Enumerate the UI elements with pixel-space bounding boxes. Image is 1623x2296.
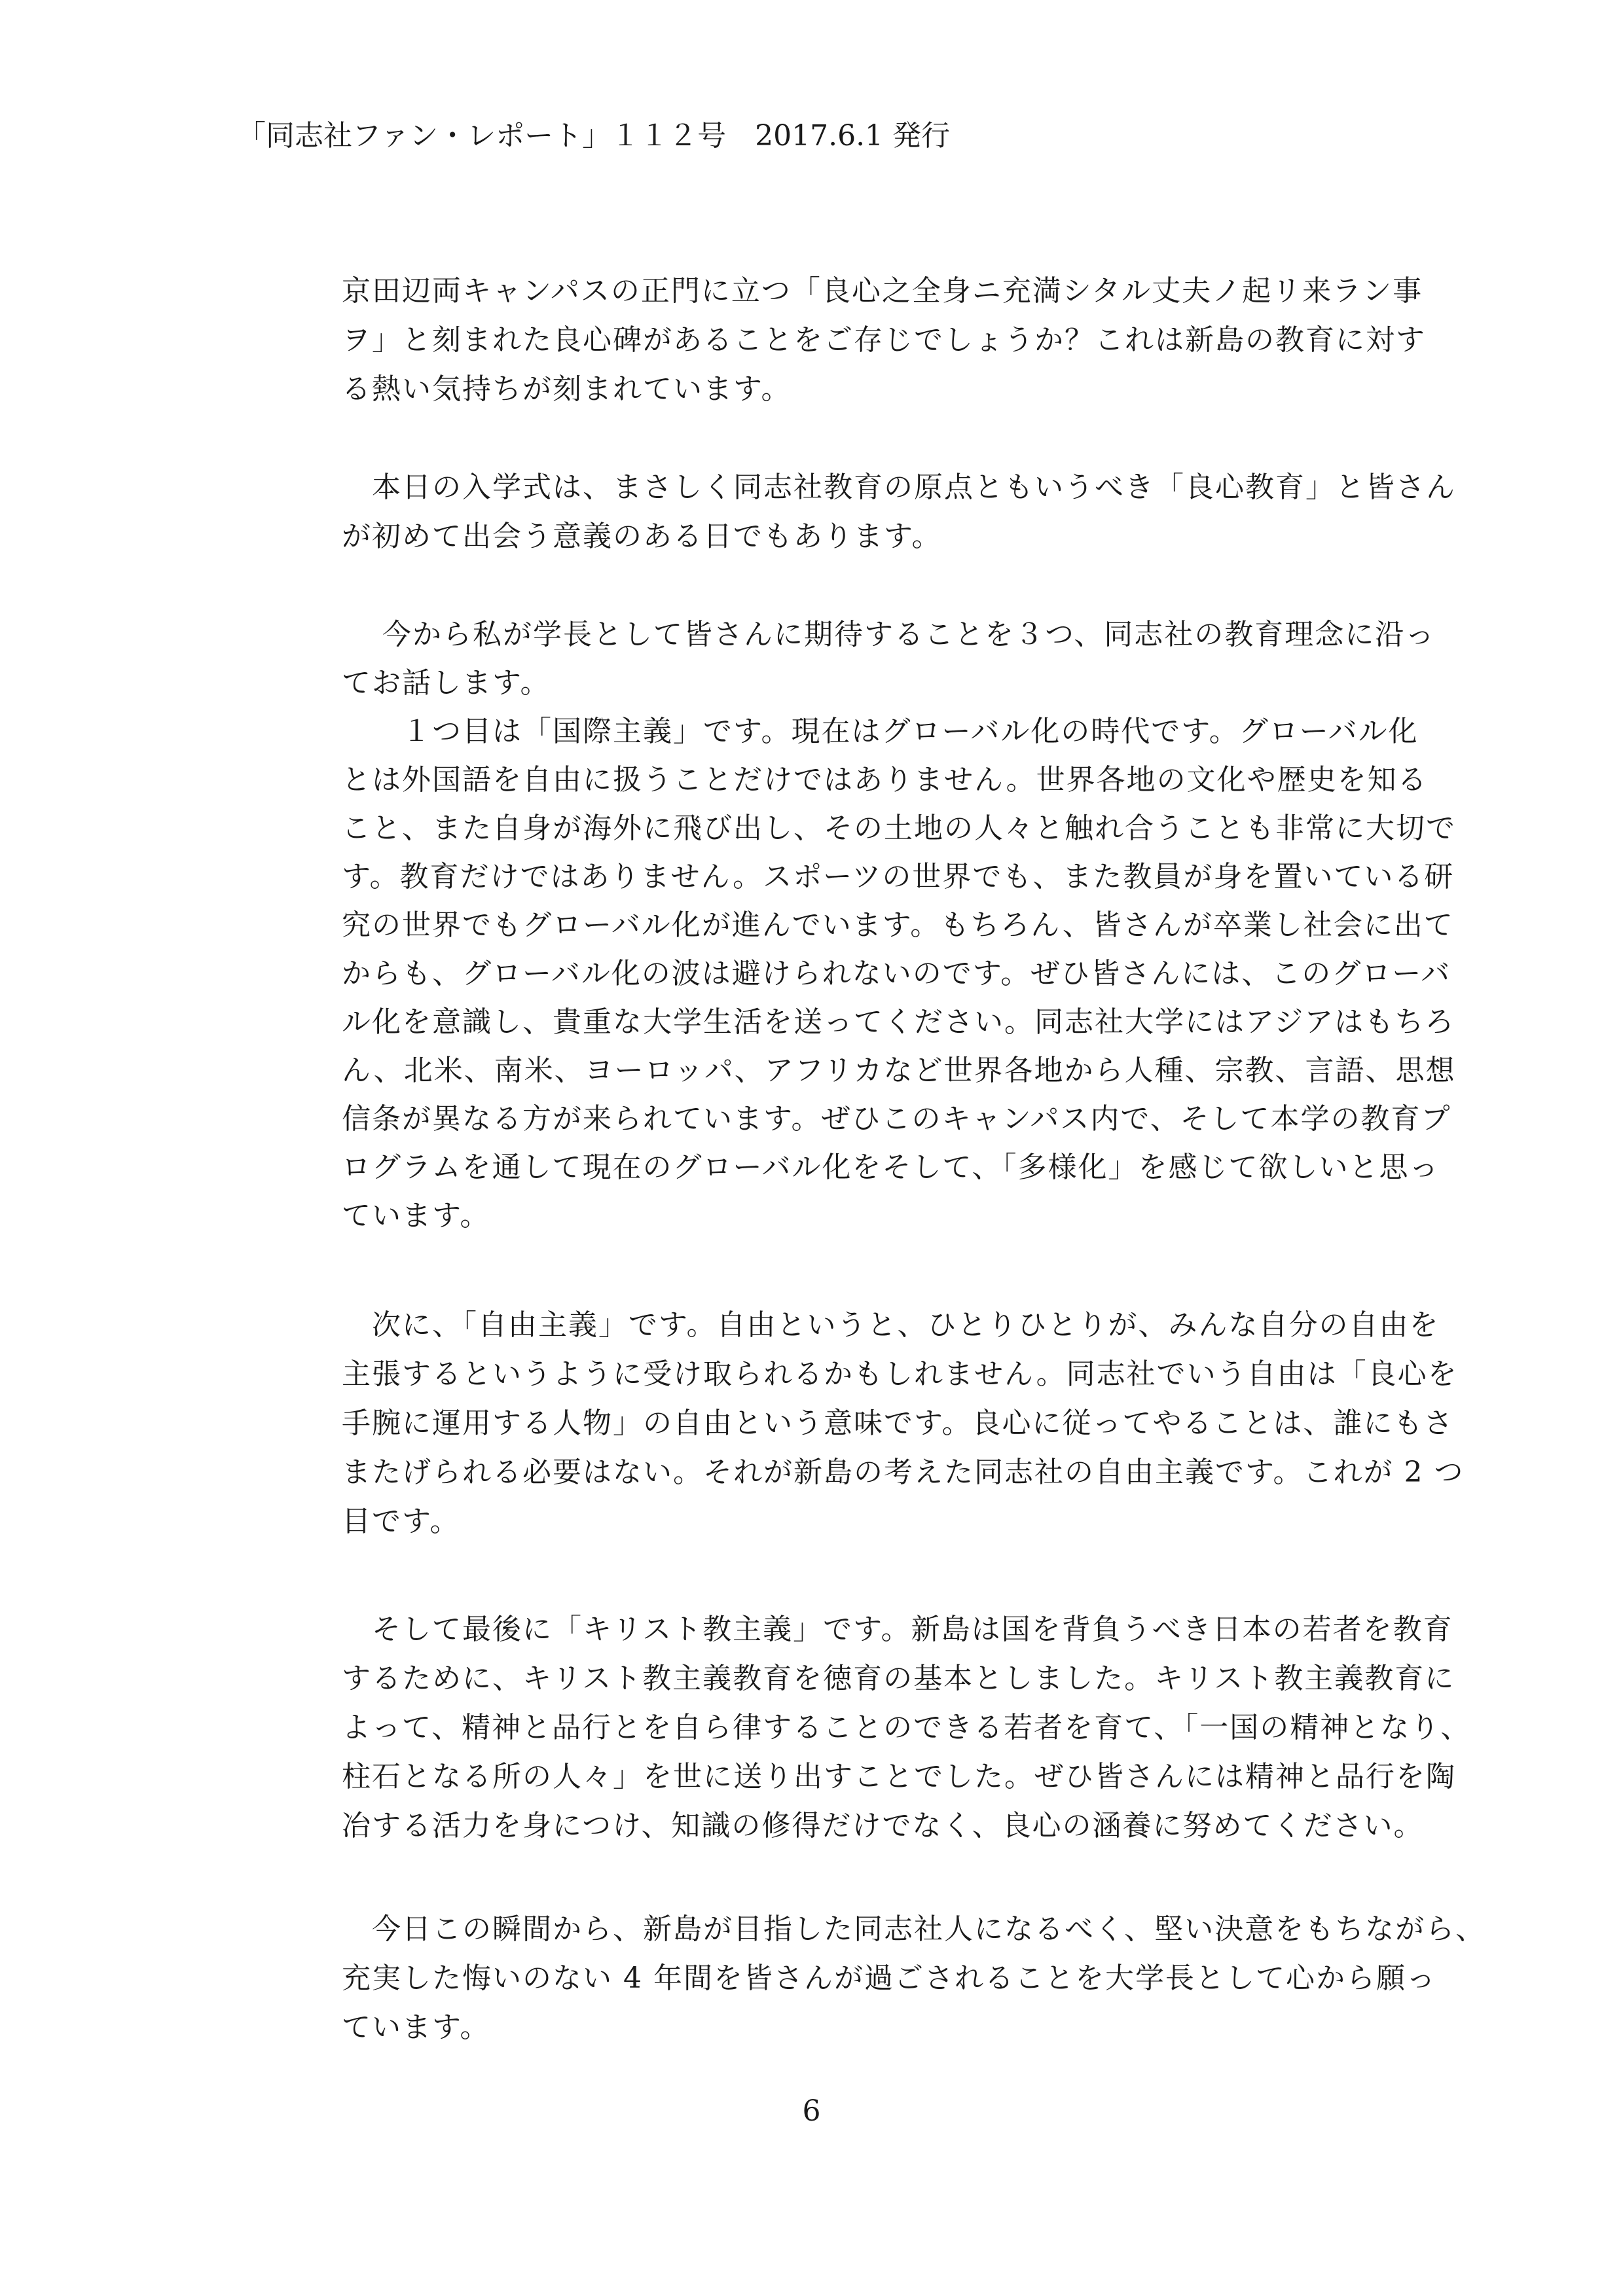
paragraph-4-line-3: こと、また自身が海外に飛び出し、その土地の人々と触れ合うことも非常に大切で — [342, 812, 1456, 845]
paragraph-6-line-2: するために、キリスト教主義教育を徳育の基本としました。キリスト教主義教育に — [342, 1662, 1455, 1695]
paragraph-4-line-1: １つ目は「国際主義」です。現在はグローバル化の時代です。グローバル化 — [342, 715, 1419, 748]
paragraph-4-line-9: 信条が異なる方が来られています。ぜひこのキャンパス内で、そして本学の教育プ — [342, 1102, 1451, 1136]
paragraph-4-line-11: ています。 — [342, 1199, 490, 1232]
paragraph-4-line-6: からも、グローバル化の波は避けられないのです。ぜひ皆さんには、このグローバ — [342, 957, 1451, 990]
page-header: 「同志社ファン・レポート」１１２号 2017.6.1 発行 — [237, 119, 951, 152]
paragraph-3-line-2: てお話します。 — [342, 666, 551, 700]
paragraph-6-line-1: そして最後に「キリスト教主義」です。新島は国を背負うべき日本の若者を教育 — [342, 1613, 1453, 1646]
paragraph-7-line-3: ています。 — [342, 2011, 490, 2044]
paragraph-1-line-1: 京田辺両キャンパスの正門に立つ「良心之全身ニ充満シタル丈夫ノ起リ来ラン事 — [342, 274, 1423, 308]
paragraph-5-line-5: 目です。 — [342, 1505, 460, 1538]
paragraph-4-line-7: ル化を意識し、貴重な大学生活を送ってください。同志社大学にはアジアはもちろ — [342, 1005, 1455, 1039]
paragraph-1-line-2: ヲ」と刻まれた良心碑があることをご存じでしょうか？これは新島の教育に対す — [342, 323, 1426, 357]
paragraph-6-line-5: 冶する活力を身につけ、知識の修得だけでなく、良心の涵養に努めてください。 — [342, 1809, 1424, 1842]
paragraph-1-line-3: る熱い気持ちが刻まれています。 — [342, 372, 792, 406]
paragraph-5-line-1: 次に、「自由主義」です。自由というと、ひとりひとりが、みんな自分の自由を — [342, 1308, 1440, 1342]
paragraph-4-line-8: ん、北米、南米、ヨーロッパ、アフリカなど世界各地から人種、宗教、言語、思想 — [342, 1054, 1456, 1087]
paragraph-2-line-1: 本日の入学式は、まさしく同志社教育の原点ともいうべき「良心教育」と皆さん — [342, 471, 1456, 504]
paragraph-6-line-4: 柱石となる所の人々」を世に送り出すことでした。ぜひ皆さんには精神と品行を陶 — [342, 1760, 1456, 1793]
paragraph-4-line-10: ログラムを通して現在のグローバル化をそして、「多様化」を感じて欲しいと思っ — [342, 1151, 1440, 1184]
paragraph-6-line-3: よって、精神と品行とを自ら律することのできる若者を育て、「一国の精神となり、 — [342, 1711, 1471, 1744]
paragraph-7-line-1: 今日この瞬間から、新島が目指した同志社人になるべく、堅い決意をもちながら、 — [342, 1912, 1486, 1946]
paragraph-4-line-5: 究の世界でもグローバル化が進んでいます。もちろん、皆さんが卒業し社会に出て — [342, 908, 1454, 942]
paragraph-4-line-4: す。教育だけではありません。スポーツの世界でも、また教員が身を置いている研 — [342, 860, 1455, 893]
paragraph-7-line-2: 充実した悔いのない 4 年間を皆さんが過ごされることを大学長として心から願っ — [342, 1962, 1436, 1995]
paragraph-5-line-4: またげられる必要はない。それが新島の考えた同志社の自由主義です。これが 2 つ — [342, 1456, 1465, 1489]
paragraph-5-line-2: 主張するというように受け取られるかもしれません。同志社でいう自由は「良心を — [342, 1357, 1458, 1391]
paragraph-2-line-2: が初めて出会う意義のある日でもあります。 — [342, 520, 942, 553]
paragraph-4-line-2: とは外国語を自由に扱うことだけではありません。世界各地の文化や歴史を知る — [342, 763, 1428, 797]
paragraph-5-line-3: 手腕に運用する人物」の自由という意味です。良心に従ってやることは、誰にもさ — [342, 1407, 1454, 1440]
page-number: 6 — [802, 2094, 821, 2128]
paragraph-3-line-1: 今から私が学長として皆さんに期待することを３つ、同志社の教育理念に沿っ — [342, 618, 1436, 651]
